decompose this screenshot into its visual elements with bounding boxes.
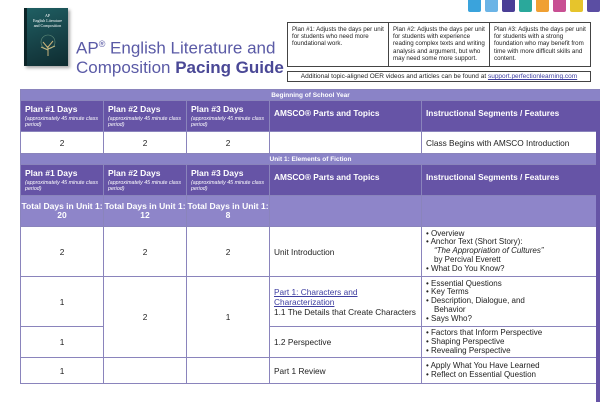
- table-cell: • Essential Questions • Key Terms • Description, Dialogue, and Behavior • Says Who?: [422, 277, 600, 327]
- total-days-plan-1: Total Days in Unit 1: 20: [21, 196, 104, 227]
- table-cell: 2: [104, 227, 187, 277]
- table-cell: Part 1: Characters and Characterization 1.1 The Details that Create Characters: [270, 277, 422, 327]
- header-instructional: Instructional Segments / Features: [422, 165, 600, 196]
- header-plan-1: Plan #1 Days (approximately 45 minute class period): [21, 101, 104, 132]
- header-plan-3: Plan #3 Days (approximately 45 minute class period): [187, 101, 270, 132]
- pacing-table: [20, 89, 600, 384]
- plan-2-description: Plan #2: Adjusts the days per unit for students with experience reading complex texts and writing analysis and argument, but who may need some more support.: [388, 23, 489, 66]
- header-instructional: Instructional Segments / Features: [422, 101, 600, 132]
- table-cell: • Overview • Anchor Text (Short Story): “The Appropriation of Cultures” by Percival Everett • What Do You Know?: [422, 227, 600, 277]
- table-cell: 2: [104, 132, 187, 154]
- table-cell: 1: [21, 327, 104, 358]
- table-cell: 2: [21, 227, 104, 277]
- plan-1-description: Plan #1: Adjusts the days per unit for students who need more foundational work.: [292, 26, 384, 48]
- plan-descriptions: [287, 22, 591, 67]
- color-swatch: [553, 0, 566, 12]
- support-link[interactable]: support.perfectionlearning.com: [487, 73, 578, 80]
- table-cell-merged: 1: [187, 277, 270, 358]
- color-swatch-strip: [464, 0, 600, 12]
- header-plan-2: Plan #2 Days (approximately 45 minute class period): [104, 165, 187, 196]
- header-amsco: AMSCO® Parts and Topics: [270, 101, 422, 132]
- color-swatch: [536, 0, 549, 12]
- table-cell: 2: [187, 227, 270, 277]
- header-plan-2: Plan #2 Days (approximately 45 minute class period): [104, 101, 187, 132]
- oer-note: Additional topic-aligned OER videos and articles can be found at support.perfectionlearning.com: [287, 71, 591, 82]
- table-cell: [270, 132, 422, 154]
- section-title: Unit 1: Elements of Fiction: [21, 154, 600, 165]
- table-cell: 2: [187, 132, 270, 154]
- table-cell: Unit Introduction: [270, 227, 422, 277]
- color-swatch: [502, 0, 515, 12]
- table-cell: Part 1 Review: [270, 358, 422, 384]
- book-cover-image: [24, 8, 68, 66]
- color-swatch: [468, 0, 481, 12]
- table-cell: 1: [21, 358, 104, 384]
- header-amsco: AMSCO® Parts and Topics: [270, 165, 422, 196]
- edge-strip: [596, 112, 600, 402]
- total-days-plan-3: Total Days in Unit 1: 8: [187, 196, 270, 227]
- table-cell: [187, 358, 270, 384]
- table-cell: 1.2 Perspective: [270, 327, 422, 358]
- table-cell-merged: 2: [104, 277, 187, 358]
- table-cell: • Apply What You Have Learned • Reflect on Essential Question: [422, 358, 600, 384]
- table-cell: [104, 358, 187, 384]
- table-cell: • Factors that Inform Perspective • Shaping Perspective • Revealing Perspective: [422, 327, 600, 358]
- section-title: Beginning of School Year: [21, 90, 600, 101]
- color-swatch: [519, 0, 532, 12]
- tree-illustration-icon: [37, 34, 59, 56]
- color-swatch: [485, 0, 498, 12]
- page-title: AP® English Literature and Composition Pacing Guide: [76, 38, 284, 77]
- book-cover-text: AP English Literature and Composition: [33, 13, 62, 28]
- table-cell: 2: [21, 132, 104, 154]
- header-plan-1: Plan #1 Days (approximately 45 minute class period): [21, 165, 104, 196]
- table-cell: Class Begins with AMSCO Introduction: [422, 132, 600, 154]
- part-1-link[interactable]: Part 1: Characters and Characterization: [274, 286, 358, 307]
- total-days-plan-2: Total Days in Unit 1: 12: [104, 196, 187, 227]
- color-swatch: [570, 0, 583, 12]
- plan-3-description: Plan #3: Adjusts the days per unit for students with a strong foundation who may benefit from time with more difficult skills and content.: [489, 23, 590, 66]
- header-plan-3: Plan #3 Days (approximately 45 minute class period): [187, 165, 270, 196]
- color-swatch: [587, 0, 600, 12]
- table-cell: 1: [21, 277, 104, 327]
